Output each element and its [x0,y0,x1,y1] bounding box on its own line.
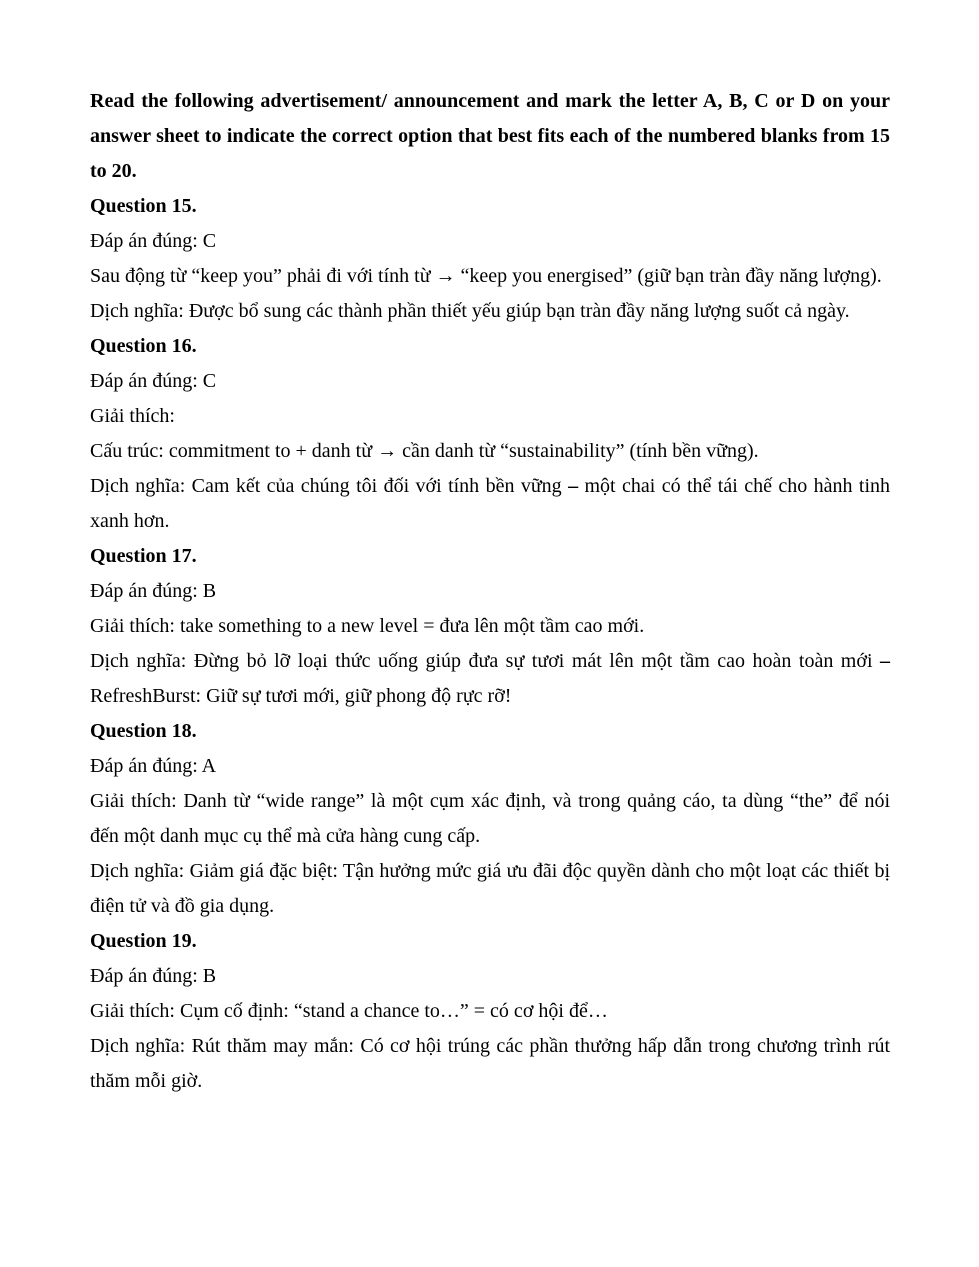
answer-line: Đáp án đúng: C [90,370,217,392]
text-run: Dịch nghĩa: Đừng bỏ lỡ loại thức uống giúp đưa sự tươi mát lên một tầm cao hoàn toàn mới [90,650,880,672]
instruction-paragraph: Read the following advertisement/ announcement and mark the letter A, B, C or D on your answer sheet to indicate the correct option that best fits each of the numbered blanks from 15 to 20. [90,90,890,182]
explanation-paragraph [90,1029,890,1099]
question-title: Question 18. [90,720,197,742]
text-run: Giải thích: [90,405,175,427]
text-run: Giải thích: Cụm cố định: “stand a chance to…” = có cơ hội để… [90,1000,608,1022]
answer-line: Đáp án đúng: C [90,230,217,252]
explanation-paragraph [90,854,890,924]
text-run: Sau động từ “keep you” phải đi với tính từ → “keep you energised” (giữ bạn tràn đầy năng lượng). [90,265,882,287]
text-run: RefreshBurst: Giữ sự tươi mới, giữ phong độ rực rỡ! [90,685,512,707]
answer-line: Đáp án đúng: B [90,965,217,987]
explanation-paragraph [90,399,890,434]
explanation-paragraph [90,469,890,539]
text-run: Dịch nghĩa: Giảm giá đặc biệt: Tận hưởng mức giá ưu đãi độc quyền dành cho một loạt các thiết bị điện tử và đồ gia dụng. [90,860,890,917]
answer-line: Đáp án đúng: A [90,755,217,777]
text-run: Giải thích: Danh từ “wide range” là một cụm xác định, và trong quảng cáo, ta dùng “the” để nói đến một danh mục cụ thể mà cửa hàng cung cấp. [90,790,890,847]
explanation-paragraph [90,784,890,854]
text-run: Dịch nghĩa: Cam kết của chúng tôi đối với tính bền vững [90,475,569,497]
explanation-paragraph [90,294,890,329]
explanation-paragraph [90,259,890,294]
explanation-paragraph [90,434,890,469]
explanation-paragraph [90,609,890,644]
question-title: Question 16. [90,335,197,357]
question-title: Question 19. [90,930,197,952]
text-run: Dịch nghĩa: Được bổ sung các thành phần thiết yếu giúp bạn tràn đầy năng lượng suốt cả ngày. [90,300,850,322]
explanation-paragraph [90,644,890,714]
text-run: Dịch nghĩa: Rút thăm may mắn: Có cơ hội trúng các phần thưởng hấp dẫn trong chương trình rút thăm mỗi giờ. [90,1035,890,1092]
question-title: Question 17. [90,545,197,567]
questions-container [90,189,890,1099]
text-run: Giải thích: take something to a new level = đưa lên một tầm cao mới. [90,615,645,637]
question-title: Question 15. [90,195,197,217]
text-run: một chai có thể tái chế cho hành tinh xanh hơn. [90,475,890,532]
answer-line: Đáp án đúng: B [90,580,217,602]
explanation-paragraph [90,994,890,1029]
text-run: – [880,650,890,672]
text-run: Cấu trúc: commitment to + danh từ → cần danh từ “sustainability” (tính bền vững). [90,440,759,462]
text-run: – [568,475,579,497]
